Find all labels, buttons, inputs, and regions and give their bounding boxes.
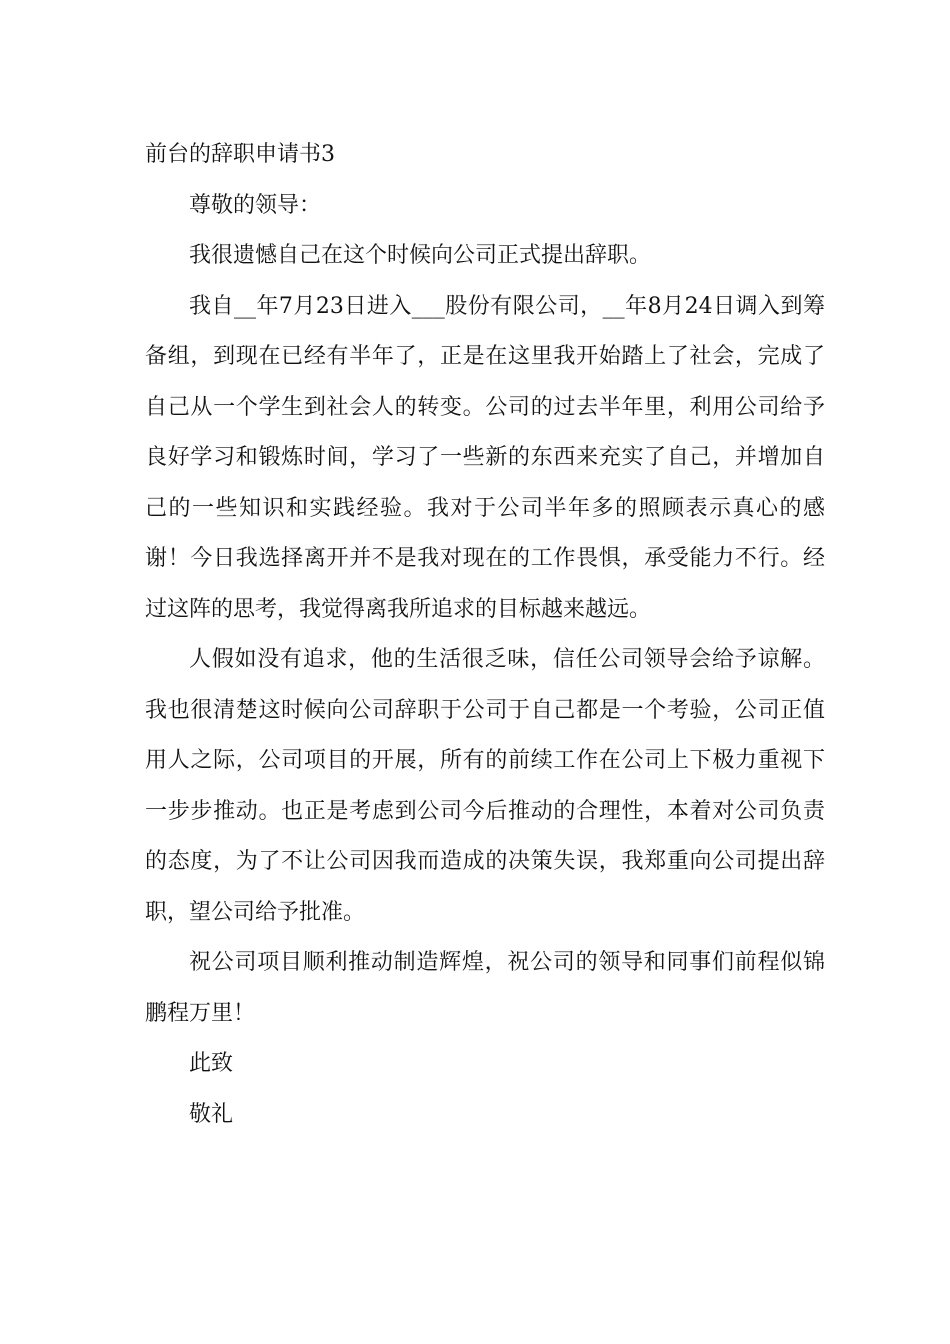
closing-line: 此致 — [189, 1051, 234, 1076]
salutation: 尊敬的领导： — [189, 192, 322, 218]
closing-line: 敬礼 — [189, 1101, 234, 1127]
paragraph: 我自__年7月23日进入___股份有限公司，__年8月24日调入到筹备组，到现在已经有半年了，正是在这里我开始踏上了社会，完成了自己从一个学生到社会人的转变。公司的过去半年里，利用公司给予良好学习和锻炼时间，学习了一些新的东西来充实了自己，并增加自己的一些知识和实践经验。我对于公司半年多的照顾表示真心的感谢！今日我选择离开并不是我对现在的工作畏惧，承受能力不行。经过这阵的思考，我觉得离我所追求的目标越来越远。 — [145, 293, 825, 622]
document-title: 前台的辞职申请书3 — [145, 142, 335, 167]
paragraph: 我很遗憾自己在这个时候向公司正式提出辞职。 — [189, 243, 652, 268]
letter-body — [145, 130, 825, 1140]
paragraph: 祝公司项目顺利推动制造辉煌，祝公司的领导和同事们前程似锦鹏程万里！ — [145, 950, 825, 1026]
paragraph: 人假如没有追求，他的生活很乏味，信任公司领导会给予谅解。我也很清楚这时候向公司辞职于公司于自己都是一个考验，公司正值用人之际，公司项目的开展，所有的前续工作在公司上下极力重视下一步步推动。也正是考虑到公司今后推动的合理性，本着对公司负责的态度，为了不让公司因我而造成的决策失误，我郑重向公司提出辞职，望公司给予批准。 — [145, 647, 825, 925]
